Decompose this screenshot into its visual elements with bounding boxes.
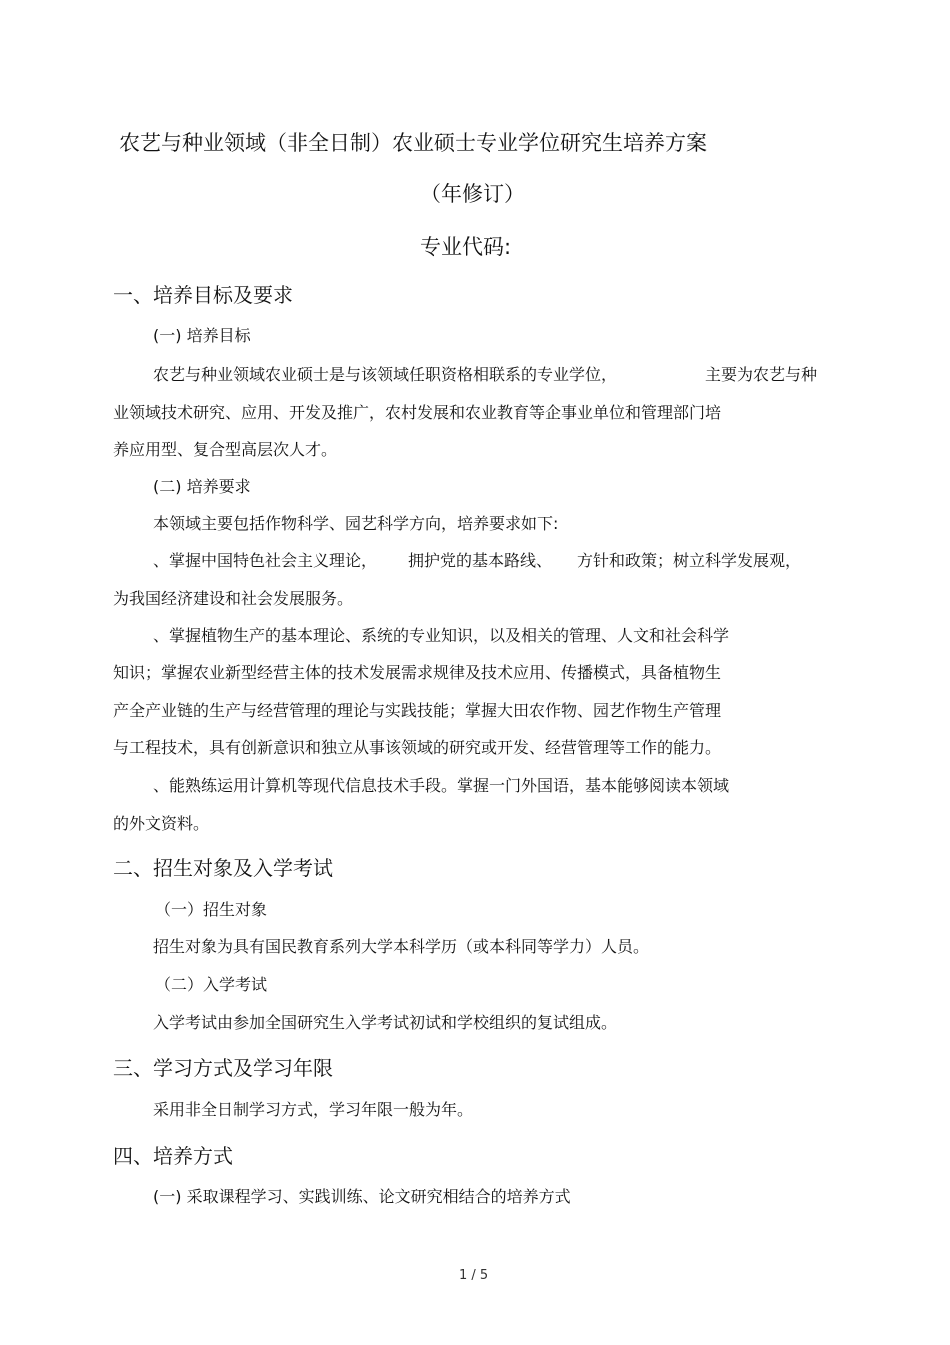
para-text: 与工程技术，具有创新意识和独立从事该领域的研究或开发、经营管理等工作的能力。 <box>113 738 722 757</box>
para-text: 为我国经济建设和社会发展服务。 <box>113 589 354 608</box>
page-number: 1 / 5 <box>459 1268 489 1283</box>
doc-title: 农艺与种业领域（非全日制）农业硕士专业学位研究生培养方案 <box>119 131 707 155</box>
para-text: 、能熟练运用计算机等现代信息技术手段。掌握一门外国语，基本能够阅读本领域 <box>153 776 730 795</box>
section-1-heading: 一、培养目标及要求 <box>113 283 293 307</box>
section-1-sub-1: (一) 培养目标 <box>153 326 251 345</box>
para-text: 拥护党的基本路线、 <box>408 551 553 570</box>
para-text: 产全产业链的生产与经营管理的理论与实践技能；掌握大田农作物、园艺作物生产管理 <box>113 701 722 720</box>
para-text: 、掌握中国特色社会主义理论， <box>153 551 378 570</box>
para-text: 入学考试由参加全国研究生入学考试初试和学校组织的复试组成。 <box>153 1013 618 1032</box>
section-4-sub-1: (一) 采取课程学习、实践训练、论文研究相结合的培养方式 <box>153 1187 571 1206</box>
para-text: 主要为农艺与种 <box>705 365 818 384</box>
doc-revision: （年修订） <box>420 182 525 206</box>
para-text: 养应用型、复合型高层次人才。 <box>113 440 338 459</box>
section-4-heading: 四、培养方式 <box>113 1144 233 1168</box>
para-text: 招生对象为具有国民教育系列大学本科学历（或本科同等学力）人员。 <box>153 937 650 956</box>
major-code: 专业代码: <box>420 235 512 259</box>
para-text: 的外文资料。 <box>113 814 210 833</box>
para-text: 本领域主要包括作物科学、园艺科学方向，培养要求如下: <box>153 514 559 533</box>
para-text: 方针和政策；树立科学发展观， <box>577 551 802 570</box>
para-text: 知识；掌握农业新型经营主体的技术发展需求规律及技术应用、传播模式，具备植物生 <box>113 663 722 682</box>
para-text: 业领域技术研究、应用、开发及推广，农村发展和农业教育等企事业单位和管理部门培 <box>113 403 722 422</box>
para-text: 农艺与种业领域农业硕士是与该领域任职资格相联系的专业学位， <box>153 365 618 384</box>
section-2-heading: 二、招生对象及入学考试 <box>113 856 333 880</box>
para-text: 、掌握植物生产的基本理论、系统的专业知识，以及相关的管理、人文和社会科学 <box>153 626 730 645</box>
section-3-heading: 三、学习方式及学习年限 <box>113 1056 333 1080</box>
section-2-sub-2: （二）入学考试 <box>155 975 268 994</box>
section-1-sub-2: (二) 培养要求 <box>153 477 251 496</box>
para-text: 采用非全日制学习方式，学习年限一般为年。 <box>153 1100 474 1119</box>
section-2-sub-1: （一）招生对象 <box>155 900 268 919</box>
